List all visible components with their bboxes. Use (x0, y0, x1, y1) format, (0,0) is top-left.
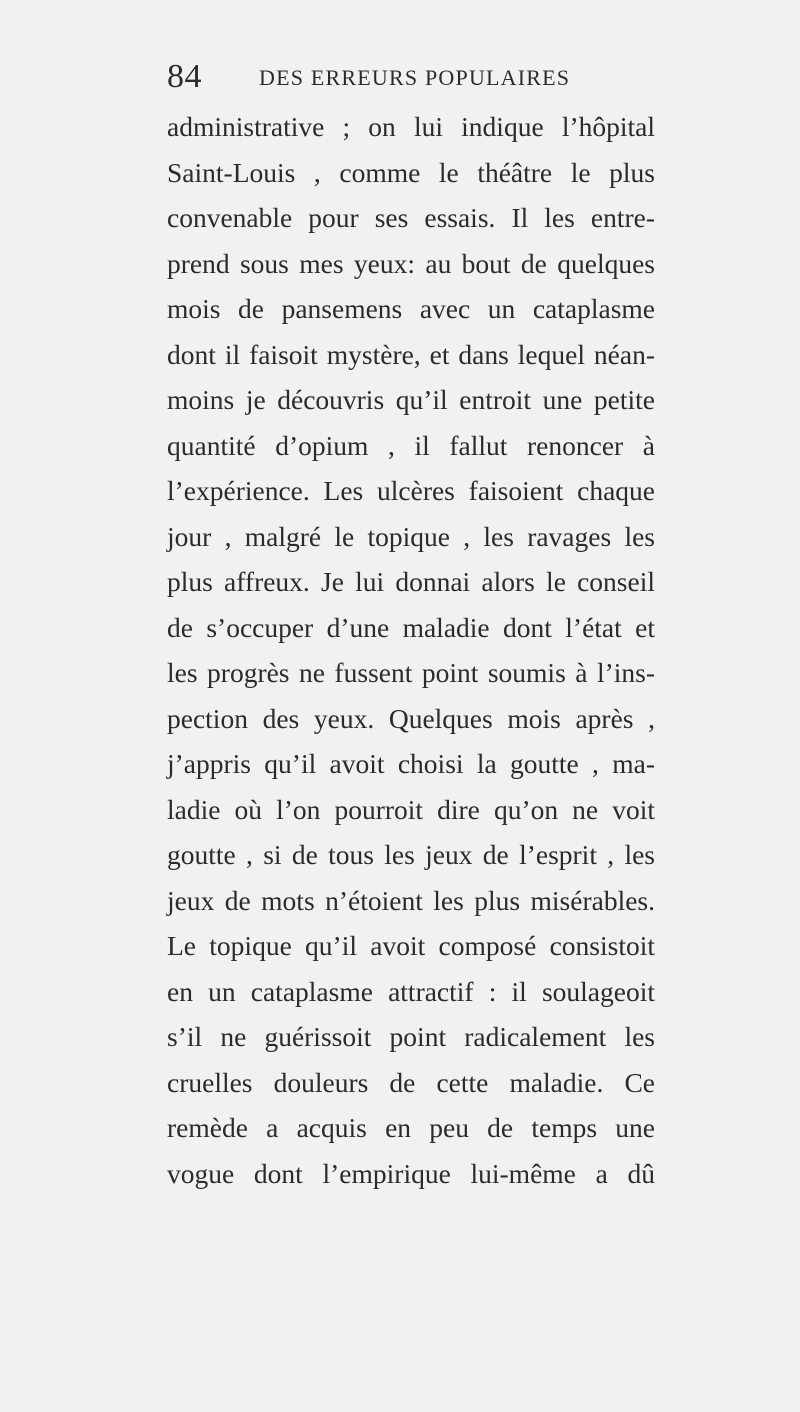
text-line: prend sous mes yeux: au bout de quelques (167, 247, 655, 279)
text-line: s’il ne guérissoit point radicalement les (167, 1021, 655, 1052)
text-line: quantité d’opium , il fallut renoncer à (167, 429, 655, 461)
text-line: cruelles douleurs de cette maladie. Ce (167, 1066, 655, 1098)
text-line: de s’occuper d’une maladie dont l’état et (167, 611, 655, 643)
text-line: en un cataplasme attractif : il soulageoit (167, 975, 655, 1007)
text-line: pection des yeux. Quelques mois après , (167, 702, 655, 734)
text-line: convenable pour ses essais. Il les entre- (167, 202, 655, 233)
text-line: vogue dont l’empirique lui-même a dû (167, 1157, 655, 1189)
text-line: moins je découvris qu’il entroit une petite (167, 384, 655, 415)
text-line: Le topique qu’il avoit composé consistoit (167, 930, 655, 961)
text-line: dont il faisoit mystère, et dans lequel néan- (167, 338, 655, 370)
text-line: Saint-Louis , comme le théâtre le plus (167, 156, 655, 188)
text-line: j’appris qu’il avoit choisi la goutte , ma- (167, 748, 655, 779)
text-line: l’expérience. Les ulcères faisoient chaque (167, 475, 655, 506)
running-title: DES ERREURS POPULAIRES (259, 65, 571, 90)
text-line: les progrès ne fussent point soumis à l’ins- (167, 657, 655, 688)
body-text (167, 104, 655, 1196)
text-line: remède a acquis en peu de temps une (167, 1112, 655, 1143)
text-line: mois de pansemens avec un cataplasme (167, 293, 655, 324)
page-number: 84 (167, 58, 202, 95)
text-line: administrative ; on lui indique l’hôpital (167, 111, 655, 142)
text-line: ladie où l’on pourroit dire qu’on ne voit (167, 793, 655, 825)
text-line: jeux de mots n’étoient les plus misérables. (167, 884, 655, 916)
text-line: jour , malgré le topique , les ravages les (167, 520, 655, 552)
text-line: plus affreux. Je lui donnai alors le conseil (167, 566, 655, 597)
text-line: goutte , si de tous les jeux de l’esprit , les (167, 839, 655, 870)
page-header (167, 58, 687, 98)
